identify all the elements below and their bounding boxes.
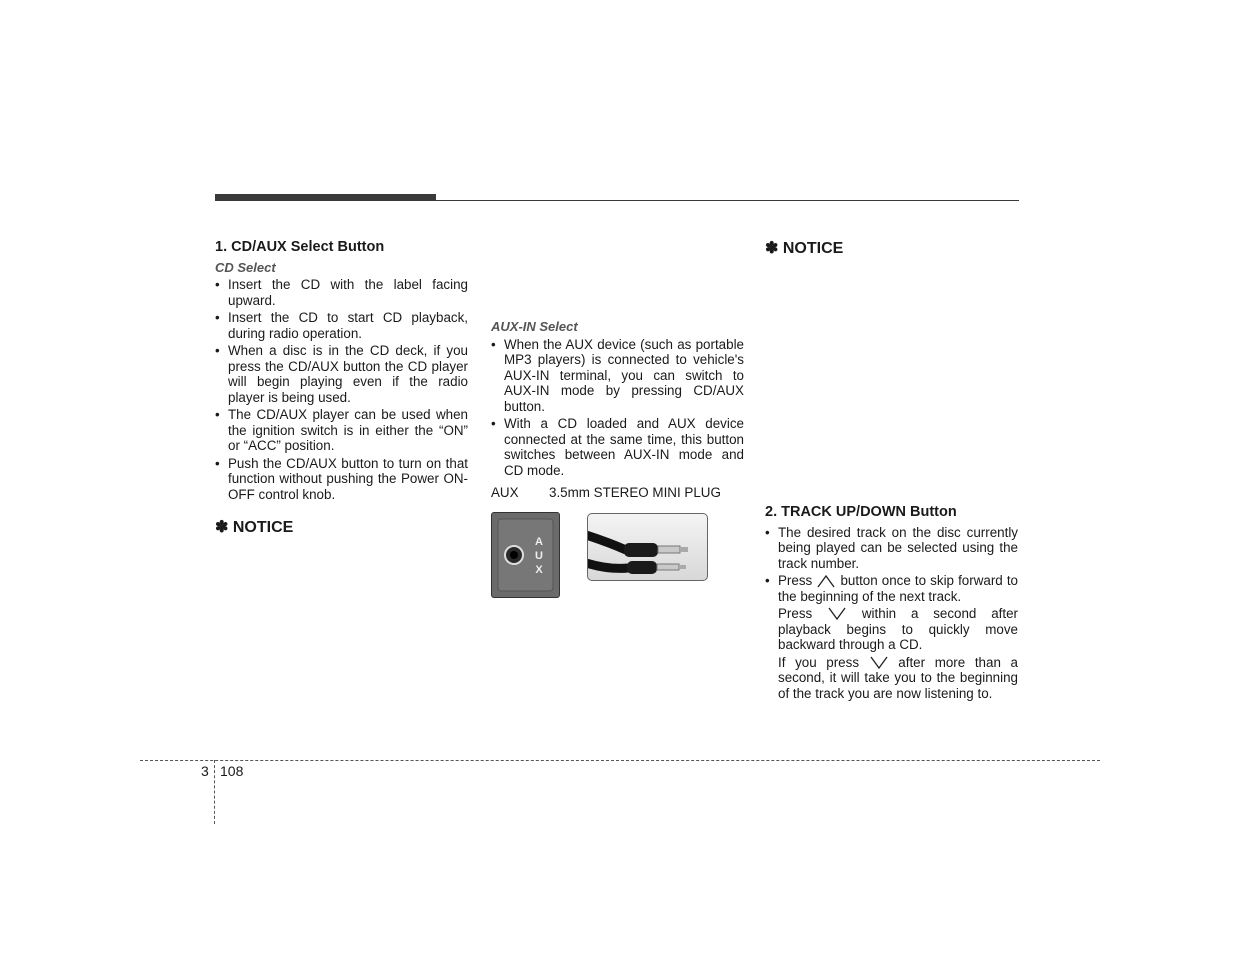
track-up-icon (816, 574, 836, 588)
column-right (765, 505, 1018, 703)
if-press-prefix: If you press (778, 654, 860, 670)
aux-in-label: AUX-IN Select (491, 319, 578, 334)
plug-figure-label: 3.5mm STEREO MINI PLUG (549, 485, 721, 500)
aux-in-list (491, 337, 744, 479)
track-down-icon (869, 656, 889, 670)
cd-select-label: CD Select (215, 259, 276, 275)
footer-rule (140, 760, 1100, 761)
list-item: • The CD/AUX player can be used when the ignition switch is in either the “ON” or “ACC” position. (215, 407, 468, 454)
aux-port-image (491, 512, 560, 598)
press-down-prefix: Press (778, 606, 813, 621)
notice-left: ✽ NOTICE (215, 519, 294, 536)
list-item: • Insert the CD to start CD playback, during radio operation. (215, 310, 468, 341)
svg-text:AUX: A U X (535, 536, 543, 576)
track-heading: 2. TRACK UP/DOWN Button (765, 504, 957, 520)
column-middle (491, 319, 744, 480)
list-item: • The desired track on the disc currently being played can be selected using the track number. (765, 525, 1018, 572)
page-number-value: 108 (220, 763, 244, 779)
list-item: • When the AUX device (such as portable MP3 players) is connected to vehicle's AUX-IN terminal, you can switch to AUX-IN mode by pressing CD/AUX button. (491, 337, 744, 415)
stereo-plug-image (587, 513, 708, 581)
footer-divider (214, 760, 215, 824)
if-press-text: after more than a second, it will take you to the beginning of the track you are now listening to. (778, 654, 1018, 701)
cd-aux-heading: 1. CD/AUX Select Button (215, 239, 385, 255)
press-down-paragraph (765, 606, 1018, 653)
aux-port-icon (492, 513, 559, 597)
press-up-prefix: Press (778, 573, 813, 588)
press-up-text: button once to skip forward to the beginning of the next track. (778, 573, 1018, 604)
list-item: • Insert the CD with the label facing upward. (215, 277, 468, 308)
header-rule-thin (215, 200, 1019, 201)
track-down-icon (827, 607, 847, 621)
list-item: • Push the CD/AUX button to turn on that function without pushing the Power ON-OFF control knob. (215, 456, 468, 503)
press-down-text: within a second after playback begins to quickly move backward through a CD. (778, 606, 1018, 652)
chapter-number: 3 (201, 763, 209, 779)
list-item: • When a disc is in the CD deck, if you press the CD/AUX button the CD player will begin playing even if the radio player is being used. (215, 343, 468, 405)
cable-icon (588, 514, 707, 580)
column-left (215, 240, 468, 504)
list-item: • With a CD loaded and AUX device connected at the same time, this button switches between AUX-IN mode and CD mode. (491, 416, 744, 478)
if-press-paragraph (765, 655, 1018, 702)
track-list (765, 525, 1018, 605)
list-item (765, 573, 1018, 604)
cd-select-list (215, 277, 468, 502)
aux-figure-label: AUX (491, 485, 519, 500)
notice-right: ✽ NOTICE (765, 240, 844, 257)
